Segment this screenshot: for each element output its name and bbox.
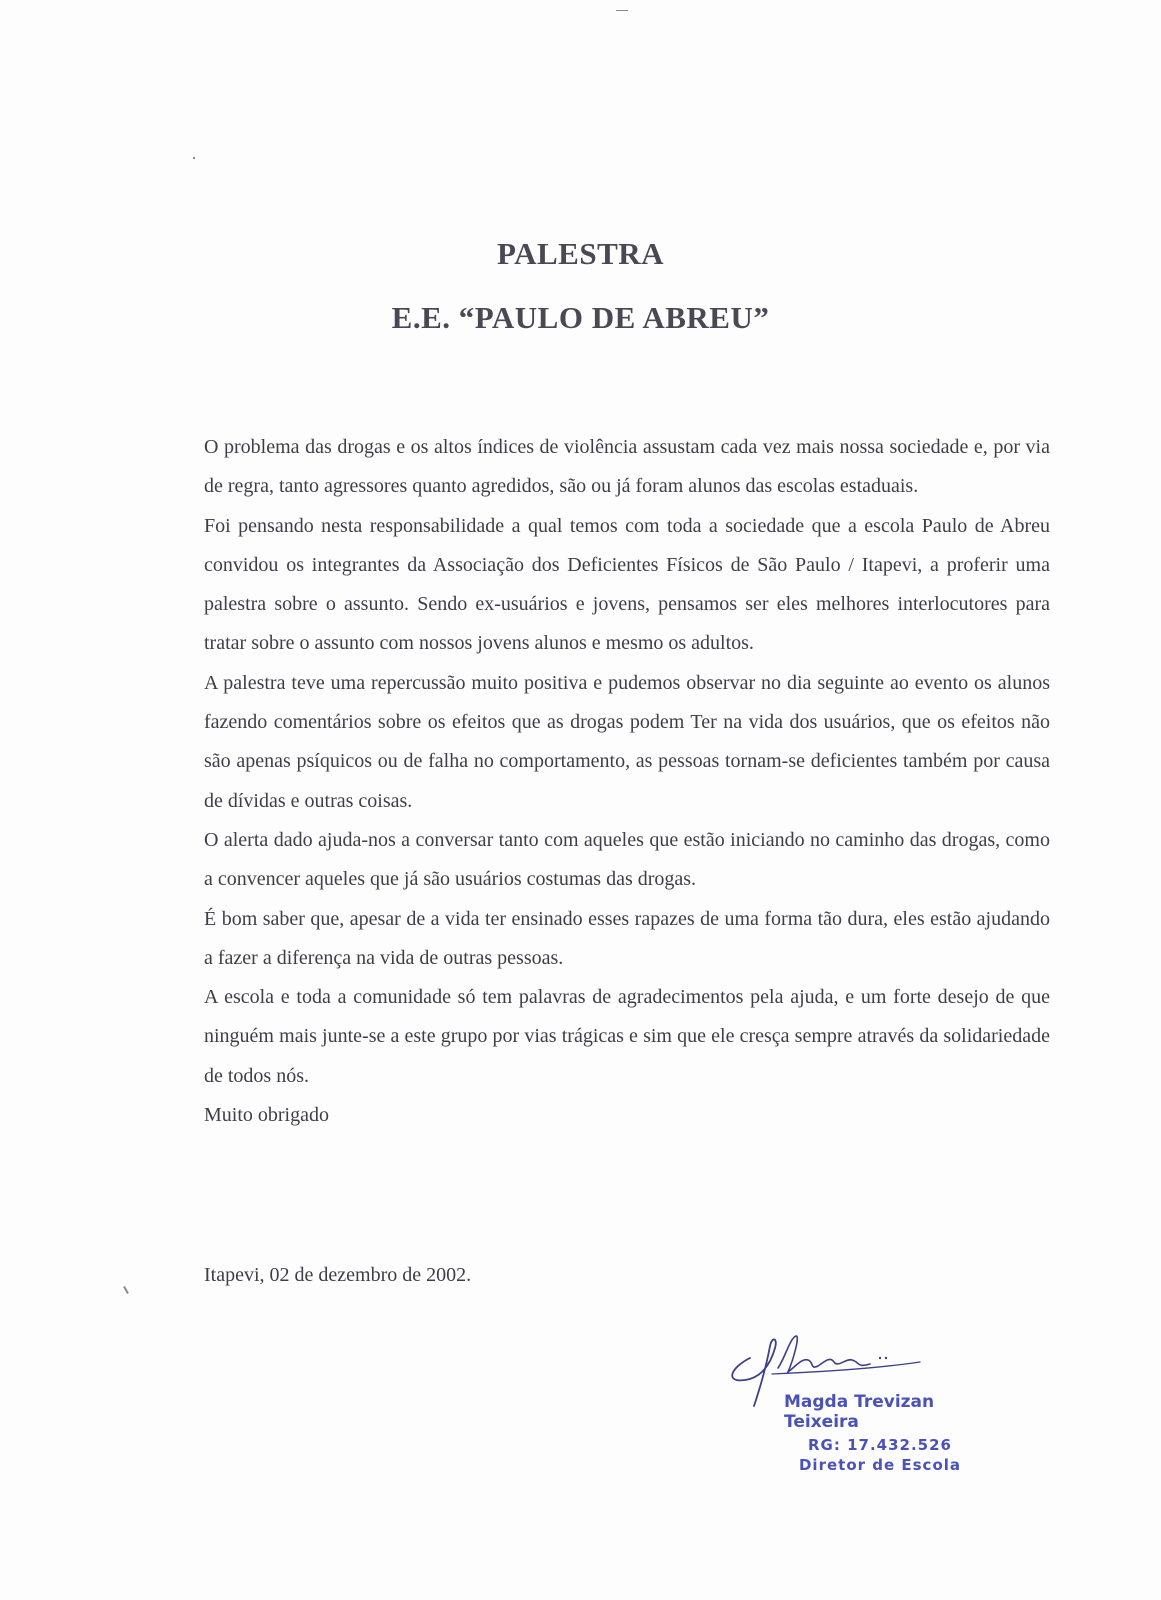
paragraph-6: A escola e toda a comunidade só tem palavras de agradecimentos pela ajuda, e um forte desejo de que ninguém mais junte-se a este grupo por vias trágicas e sim que ele cresça sempre através da solidariedade de todos nós. xyxy=(204,986,1050,1087)
scan-mark-left xyxy=(123,1286,129,1294)
paragraph-1: O problema das drogas e os altos índices de violência assustam cada vez mais nossa sociedade e, por via de regra, tanto agressores quanto agredidos, são ou já foram alunos das escolas estaduais. xyxy=(204,436,1050,498)
paragraph-2: Foi pensando nesta responsabilidade a qual temos com toda a sociedade que a escola Paulo de Abreu convidou os integrantes da Associação dos Deficientes Físicos de São Paulo / Itapevi, a proferir uma palestra sobre o assunto. Sendo ex-usuários e jovens, pensamos ser eles melhores interlocutores para tratar sobre o assunto com nossos jovens alunos e mesmo os adultos. xyxy=(204,514,1050,655)
scan-mark-top xyxy=(616,10,628,11)
letter-body xyxy=(204,428,1050,1135)
closing-line: Muito obrigado xyxy=(204,1104,329,1127)
stamp-role: Diretor de Escola xyxy=(798,1456,962,1474)
paragraph-3: A palestra teve uma repercussão muito positiva e pudemos observar no dia seguinte ao evento os alunos fazendo comentários sobre os efeitos que as drogas podem Ter na vida dos usuários, que os efeitos não são apenas psíquicos ou de falha no comportamento, as pessoas tornam-se deficientes também por causa de dívidas e outras coisas. xyxy=(204,671,1050,812)
stamp-rg: RG: 17.432.526 xyxy=(808,1436,952,1454)
school-name: E.E. “PAULO DE ABREU” xyxy=(391,300,770,335)
director-stamp xyxy=(760,1392,1000,1474)
stamp-name: Magda Trevizan Teixeira xyxy=(784,1392,935,1432)
letter-date: Itapevi, 02 de dezembro de 2002. xyxy=(204,1264,472,1286)
paragraph-4: O alerta dado ajuda-nos a conversar tanto com aqueles que estão iniciando no caminho das drogas, como a convencer aqueles que já são usuários costumas das drogas. xyxy=(204,828,1050,891)
scan-dot-left xyxy=(193,157,195,159)
paragraph-5: É bom saber que, apesar de a vida ter ensinado esses rapazes de uma forma tão dura, eles estão ajudando a fazer a diferença na vida de outras pessoas. xyxy=(204,907,1050,969)
document-title: PALESTRA xyxy=(496,236,665,271)
